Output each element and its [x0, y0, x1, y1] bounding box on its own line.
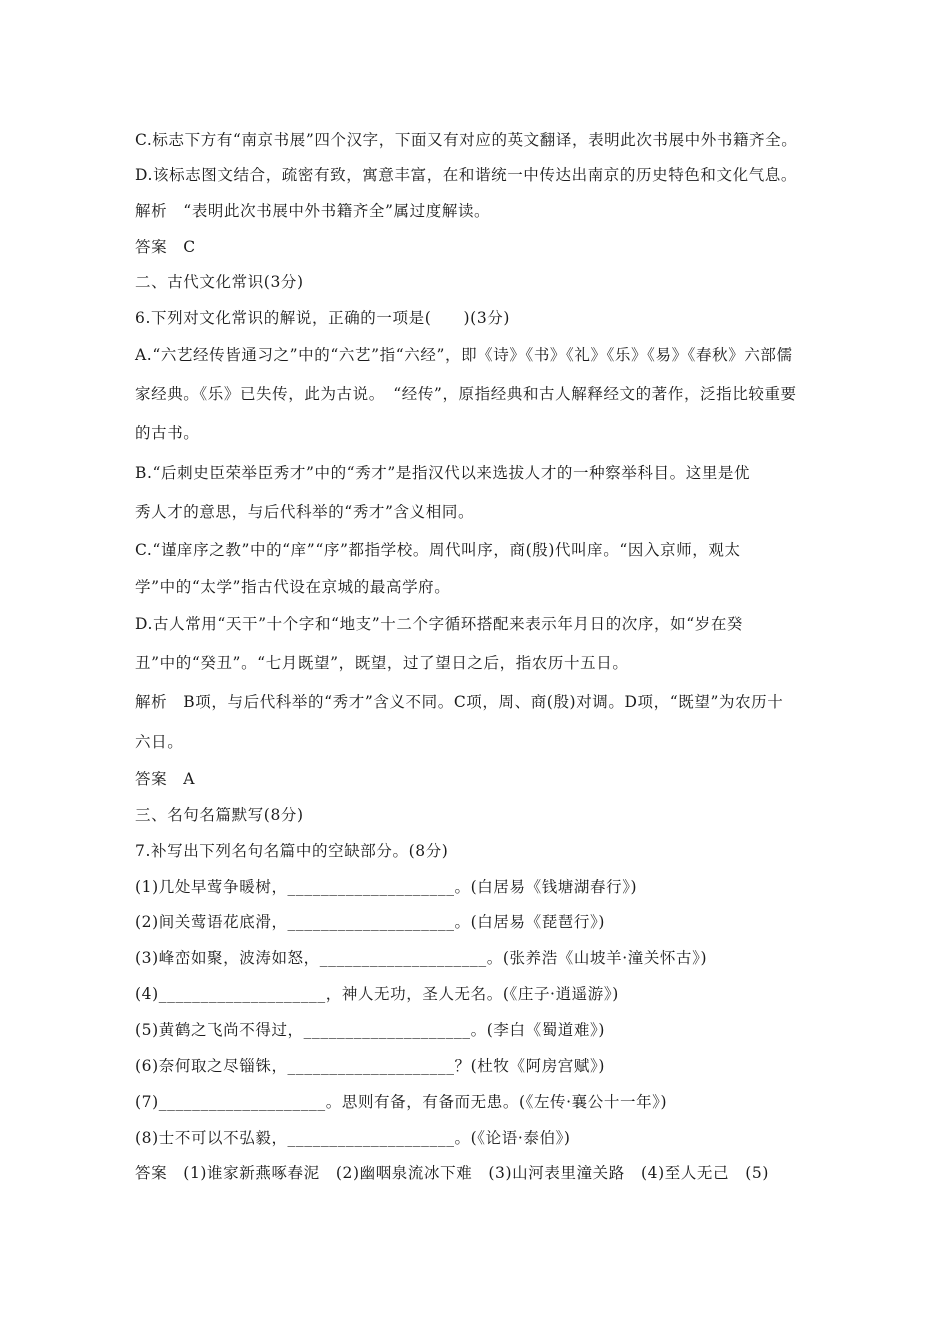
item-6: (6)奈何取之尽锱铢，____________________？(杜牧《阿房宫赋》) [135, 1057, 606, 1075]
option-d-line-2: 丑”中的“癸丑”。“七月既望”，既望，过了望日之后，指农历十五日。 [135, 654, 629, 672]
analysis-line-2: 六日。 [135, 733, 184, 751]
option-d-line-1: D.古人常用“天干”十个字和“地支”十二个字循环搭配来表示年月日的次序，如“岁在癸 [135, 615, 744, 633]
option-c-line: C.标志下方有“南京书展”四个汉字，下面又有对应的英文翻译，表明此次书展中外书籍齐全。 [135, 131, 798, 149]
option-c-line-2: 学”中的“太学”指古代设在京城的最高学府。 [135, 578, 451, 596]
item-4: (4)____________________，神人无功，圣人无名。(《庄子·逍遥游》) [135, 985, 619, 1003]
option-d-line: D.该标志图文结合，疏密有致，寓意丰富，在和谐统一中传达出南京的历史特色和文化气息。 [135, 166, 798, 184]
answer-line-3: 答案 (1)谁家新燕啄春泥 (2)幽咽泉流冰下难 (3)山河表里潼关路 (4)至人无己 (5) [135, 1164, 769, 1182]
item-7: (7)____________________。思则有备，有备而无患。(《左传·襄公十一年》) [135, 1093, 668, 1111]
analysis-line: 解析 “表明此次书展中外书籍齐全”属过度解读。 [135, 202, 491, 220]
option-a-line-2: 家经典。《乐》已失传，此为古说。 “经传”，原指经典和古人解释经文的著作，泛指比较重要 [135, 385, 797, 403]
section-heading-3: 三、名句名篇默写(8分) [135, 806, 304, 824]
section-heading: 二、古代文化常识(3分) [135, 273, 304, 291]
option-a-line-3: 的古书。 [135, 424, 200, 442]
item-3: (3)峰峦如聚，波涛如怒，____________________。(张养浩《山坡羊·潼关怀古》) [135, 949, 708, 967]
option-a-line-1: A.“六艺经传皆通习之”中的“六艺”指“六经”，即《诗》《书》《礼》《乐》《易》《春秋》六部儒 [135, 346, 793, 364]
item-1: (1)几处早莺争暖树，____________________。(白居易《钱塘湖春行》) [135, 878, 638, 896]
item-8: (8)士不可以不弘毅，____________________。(《论语·泰伯》) [135, 1129, 571, 1147]
answer-line: 答案 C [135, 238, 196, 256]
answer-line-2: 答案 A [135, 770, 196, 788]
analysis-line-1: 解析 B项，与后代科举的“秀才”含义不同。C项，周、商(殷)对调。D项，“既望”为农历十 [135, 693, 784, 711]
item-2: (2)间关莺语花底滑，____________________。(白居易《琵琶行》) [135, 913, 606, 931]
option-c-line-1: C.“谨庠序之教”中的“庠”“序”都指学校。周代叫序，商(殷)代叫庠。“因入京师，观太 [135, 541, 741, 559]
option-b-line-1: B.“后刺史臣荣举臣秀才”中的“秀才”是指汉代以来选拔人才的一种察举科目。这里是优 [135, 464, 751, 482]
question-stem: 6.下列对文化常识的解说，正确的一项是( )(3分) [135, 309, 511, 327]
option-b-line-2: 秀人才的意思，与后代科举的“秀才”含义相同。 [135, 503, 475, 521]
item-5: (5)黄鹤之飞尚不得过，____________________。(李白《蜀道难》) [135, 1021, 606, 1039]
question-7-stem: 7.补写出下列名句名篇中的空缺部分。(8分) [135, 842, 449, 860]
